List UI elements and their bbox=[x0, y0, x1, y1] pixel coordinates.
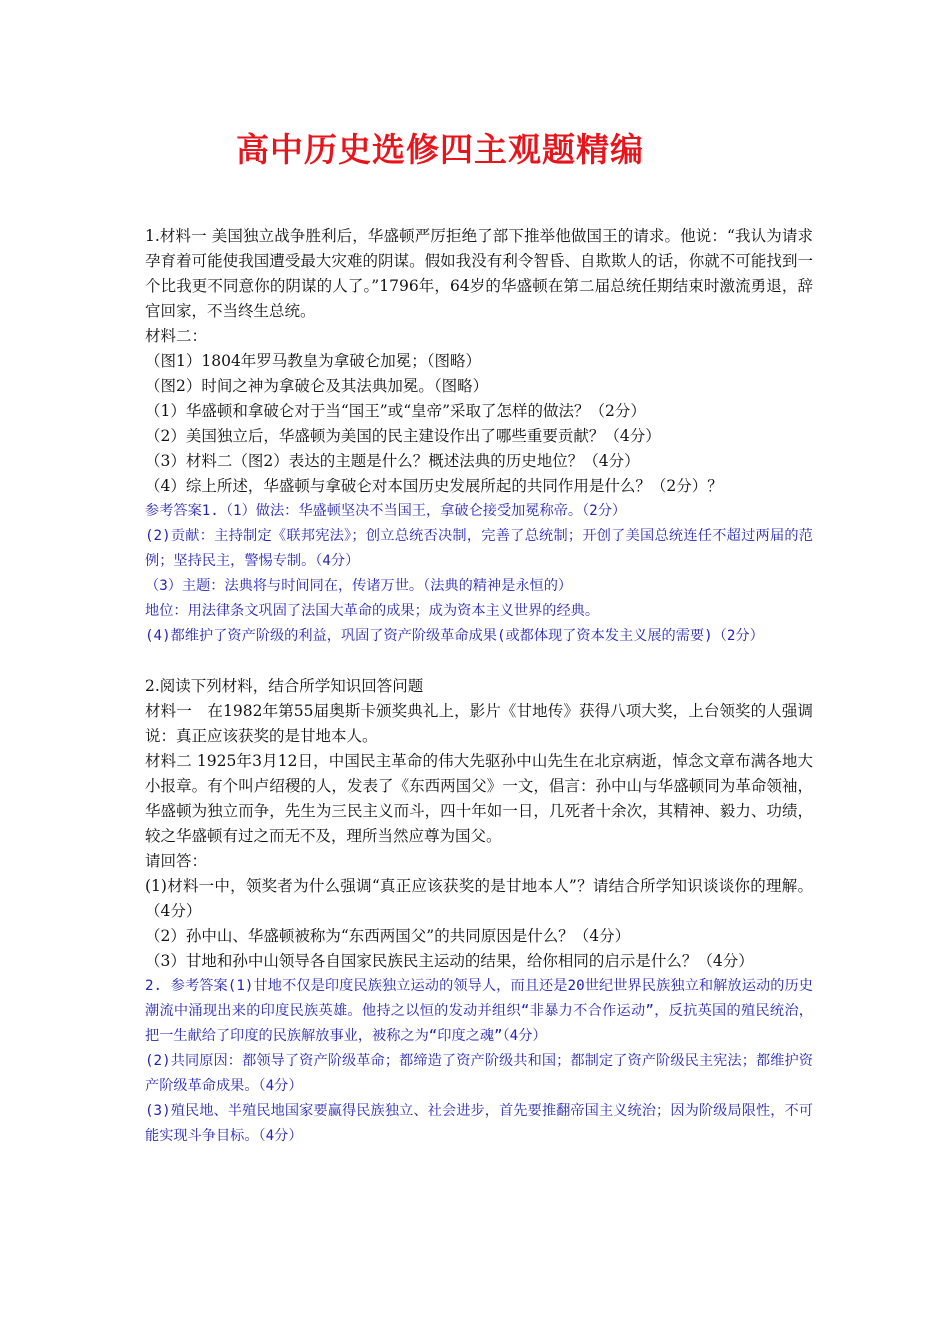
q2-intro: 2.阅读下列材料，结合所学知识回答问题 bbox=[145, 677, 424, 695]
q2-question-2: （2）孙中山、华盛顿被称为“东西两国父”的共同原因是什么？（4分） bbox=[145, 927, 631, 945]
q2-question-3: （3）甘地和孙中山领导各自国家民族民主运动的结果，给你相同的启示是什么？（4分） bbox=[145, 952, 754, 970]
q1-question-3: （3）材料二（图2）表达的主题是什么？概述法典的历史地位？（4分） bbox=[145, 452, 640, 470]
document-body bbox=[145, 224, 813, 1149]
q2-answer-2: (2)共同原因：都领导了资产阶级革命；都缔造了资产阶级共和国；都制定了资产阶级民主宪法；都维护资产阶级革命成果。（4分） bbox=[145, 1053, 813, 1094]
q1-question-4: （4）综上所述，华盛顿与拿破仑对本国历史发展所起的共同作用是什么？（2分）？ bbox=[145, 477, 723, 495]
q2-question-1: (1)材料一中，领奖者为什么强调“真正应该获奖的是甘地本人”？请结合所学知识谈谈你的理解。（4分） bbox=[145, 877, 813, 920]
page-title: 高中历史选修四主观题精编 bbox=[236, 130, 644, 169]
q1-figure1-caption: （图1）1804年罗马教皇为拿破仑加冕；（图略） bbox=[145, 352, 482, 370]
q1-material2-label: 材料二： bbox=[145, 327, 208, 345]
q1-question-2: （2）美国独立后，华盛顿为美国的民主建设作出了哪些重要贡献？（4分） bbox=[145, 427, 661, 445]
q1-answer-2: (2)贡献：主持制定《联邦宪法》；创立总统否决制，完善了总统制；开创了美国总统连任不超过两届的范例；坚持民主，警惕专制。（4分） bbox=[145, 528, 813, 569]
q1-question-1: （1）华盛顿和拿破仑对于当“国王”或“皇帝”采取了怎样的做法？（2分） bbox=[145, 402, 646, 420]
q1-answer-1: 参考答案1.（1）做法：华盛顿坚决不当国王，拿破仑接受加冕称帝。（2分） bbox=[145, 503, 627, 519]
q2-answer-1: 2. 参考答案(1)甘地不仅是印度民族独立运动的领导人，而且还是20世纪世界民族独立和解放运动的历史潮流中涌现出来的印度民族英雄。他持之以恒的发动并组织“非暴力不合作运动”，反抗英国的殖民统治，把一生献给了印度的民族解放事业，被称之为“印度之魂”（4分） bbox=[145, 978, 813, 1044]
q1-answer-3-status: 地位：用法律条文巩固了法国大革命的成果；成为资本主义世界的经典。 bbox=[145, 603, 600, 619]
q1-figure2-caption: （图2）时间之神为拿破仑及其法典加冕。（图略） bbox=[145, 377, 489, 395]
q2-prompt: 请回答： bbox=[145, 852, 208, 870]
q1-material1: 1.材料一 美国独立战争胜利后，华盛顿严厉拒绝了部下推举他做国王的请求。他说：“我认为请求孕育着可能使我国遭受最大灾难的阴谋。假如我没有利令智昏、自欺欺人的话，你就不可能找到一个比我更不同意你的阴谋的人了。”1796年，64岁的华盛顿在第二届总统任期结束时激流勇退，辞官回家，不当终生总统。 bbox=[145, 227, 813, 320]
q2-material2: 材料二 1925年3月12日，中国民主革命的伟大先驱孙中山先生在北京病逝，悼念文章布满各地大小报章。有个叫卢绍稷的人，发表了《东西两国父》一文，倡言：孙中山与华盛顿同为革命领袖，华盛顿为独立而争，先生为三民主义而斗，四十年如一日，几死者十余次，其精神、毅力、功绩，较之华盛顿有过之而无不及，理所当然应尊为国父。 bbox=[145, 752, 813, 845]
q2-answer-3: (3)殖民地、半殖民地国家要赢得民族独立、社会进步，首先要推翻帝国主义统治；因为阶级局限性，不可能实现斗争目标。（4分） bbox=[145, 1103, 813, 1144]
q1-answer-4: (4)都维护了资产阶级的利益，巩固了资产阶级革命成果(或都体现了资本发主义展的需要)（2分） bbox=[145, 628, 764, 644]
q1-answer-3-theme: （3）主题：法典将与时间同在，传诸万世。（法典的精神是永恒的） bbox=[145, 578, 573, 594]
q2-material1: 材料一 在1982年第55届奥斯卡颁奖典礼上，影片《甘地传》获得八项大奖，上台领奖的人强调说：真正应该获奖的是甘地本人。 bbox=[145, 702, 813, 745]
section-spacer bbox=[145, 649, 813, 674]
